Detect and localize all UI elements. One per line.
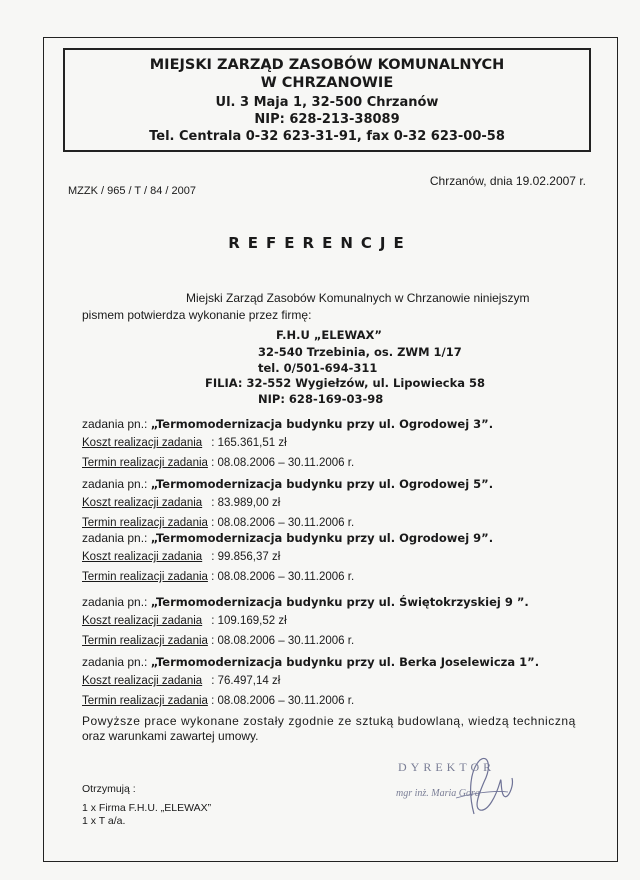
document-title: REFERENCJE xyxy=(228,234,412,252)
cost-colon: : xyxy=(208,615,218,627)
task-prefix: zadania pn.: xyxy=(82,477,151,491)
task-cost: 109.169,52 zł xyxy=(217,615,287,627)
term-colon: : xyxy=(207,571,218,583)
task-item xyxy=(82,594,529,651)
closing-line-2: oraz warunkami zawartej umowy. xyxy=(82,729,259,743)
task-prefix: zadania pn.: xyxy=(82,595,151,609)
org-address: Ul. 3 Maja 1, 32-500 Chrzanów xyxy=(215,95,439,110)
letterhead xyxy=(63,48,591,152)
task-name: „Termomodernizacja budynku przy ul. Świętokrzyskiej 9 ”. xyxy=(150,595,529,609)
task-term: 08.08.2006 – 30.11.2006 r. xyxy=(217,695,355,707)
recipient-item: 1 x Firma F.H.U. „ELEWAX” xyxy=(82,802,212,814)
term-label: Termin realizacji zadania xyxy=(82,517,208,529)
term-label: Termin realizacji zadania xyxy=(82,571,208,583)
task-term: 08.08.2006 – 30.11.2006 r. xyxy=(217,635,355,647)
cost-colon: : xyxy=(208,437,218,449)
cost-colon: : xyxy=(208,497,218,509)
task-item xyxy=(82,530,493,587)
task-cost: 76.497,14 zł xyxy=(217,675,281,687)
task-name: „Termomodernizacja budynku przy ul. Berka Joselewicza 1”. xyxy=(150,655,540,669)
task-name: „Termomodernizacja budynku przy ul. Ogrodowej 5”. xyxy=(150,477,494,491)
task-name: „Termomodernizacja budynku przy ul. Ogrodowej 3”. xyxy=(150,417,494,431)
contractor-address: 32-540 Trzebinia, os. ZWM 1/17 xyxy=(258,345,462,359)
task-item xyxy=(82,654,539,711)
org-nip: NIP: 628-213-38089 xyxy=(254,112,400,127)
term-label: Termin realizacji zadania xyxy=(82,695,208,707)
cost-colon: : xyxy=(208,551,218,563)
recipients-list xyxy=(82,783,211,828)
term-colon: : xyxy=(207,695,218,707)
task-term: 08.08.2006 – 30.11.2006 r. xyxy=(217,571,355,583)
cost-label: Koszt realizacji zadania xyxy=(82,675,203,687)
recipient-item: 1 x T a/a. xyxy=(82,815,126,827)
closing-line-1: Powyższe prace wykonane zostały zgodnie ze sztuką budowlaną, wiedzą techniczną xyxy=(82,714,576,728)
org-city: W CHRZANOWIE xyxy=(260,75,394,91)
stamp-role: DYREKTOR xyxy=(398,760,496,774)
cost-colon: : xyxy=(208,675,218,687)
contractor-nip: NIP: 628-169-03-98 xyxy=(258,392,384,406)
contractor-branch: FILIA: 32-552 Wygiełzów, ul. Lipowiecka 58 xyxy=(205,376,486,390)
term-colon: : xyxy=(207,457,218,469)
term-colon: : xyxy=(207,635,218,647)
contractor-name: F.H.U „ELEWAX” xyxy=(276,328,382,342)
task-prefix: zadania pn.: xyxy=(82,655,151,669)
recipients-heading: Otrzymują : xyxy=(82,783,136,795)
task-name: „Termomodernizacja budynku przy ul. Ogrodowej 9”. xyxy=(150,531,494,545)
cost-label: Koszt realizacji zadania xyxy=(82,497,203,509)
term-label: Termin realizacji zadania xyxy=(82,457,208,469)
intro-paragraph xyxy=(82,290,590,324)
task-term: 08.08.2006 – 30.11.2006 r. xyxy=(217,517,355,529)
task-item xyxy=(82,476,493,533)
task-cost: 83.989,00 zł xyxy=(217,497,281,509)
signature xyxy=(396,752,596,822)
intro-line-2: pismem potwierdza wykonanie przez firmę: xyxy=(82,308,312,322)
org-name: MIEJSKI ZARZĄD ZASOBÓW KOMUNALNYCH xyxy=(149,57,505,73)
term-colon: : xyxy=(207,517,218,529)
stamp-person: mgr inż. Maria Gora xyxy=(396,788,480,799)
cost-label: Koszt realizacji zadania xyxy=(82,551,203,563)
term-label: Termin realizacji zadania xyxy=(82,635,208,647)
contractor-phone: tel. 0/501-694-311 xyxy=(258,361,378,375)
task-prefix: zadania pn.: xyxy=(82,531,151,545)
task-prefix: zadania pn.: xyxy=(82,417,151,431)
task-cost: 99.856,37 zł xyxy=(217,551,281,563)
org-phone: Tel. Centrala 0-32 623-31-91, fax 0-32 623-00-58 xyxy=(149,129,505,144)
reference-number: MZZK / 965 / T / 84 / 2007 xyxy=(68,185,196,197)
task-cost: 165.361,51 zł xyxy=(217,437,287,449)
closing-paragraph xyxy=(82,714,590,744)
cost-label: Koszt realizacji zadania xyxy=(82,437,203,449)
intro-line-1: Miejski Zarząd Zasobów Komunalnych w Chrzanowie niniejszym xyxy=(186,291,530,305)
director-stamp xyxy=(396,752,596,822)
task-item xyxy=(82,416,493,473)
task-term: 08.08.2006 – 30.11.2006 r. xyxy=(217,457,355,469)
cost-label: Koszt realizacji zadania xyxy=(82,615,203,627)
letter-date: Chrzanów, dnia 19.02.2007 r. xyxy=(429,174,586,188)
